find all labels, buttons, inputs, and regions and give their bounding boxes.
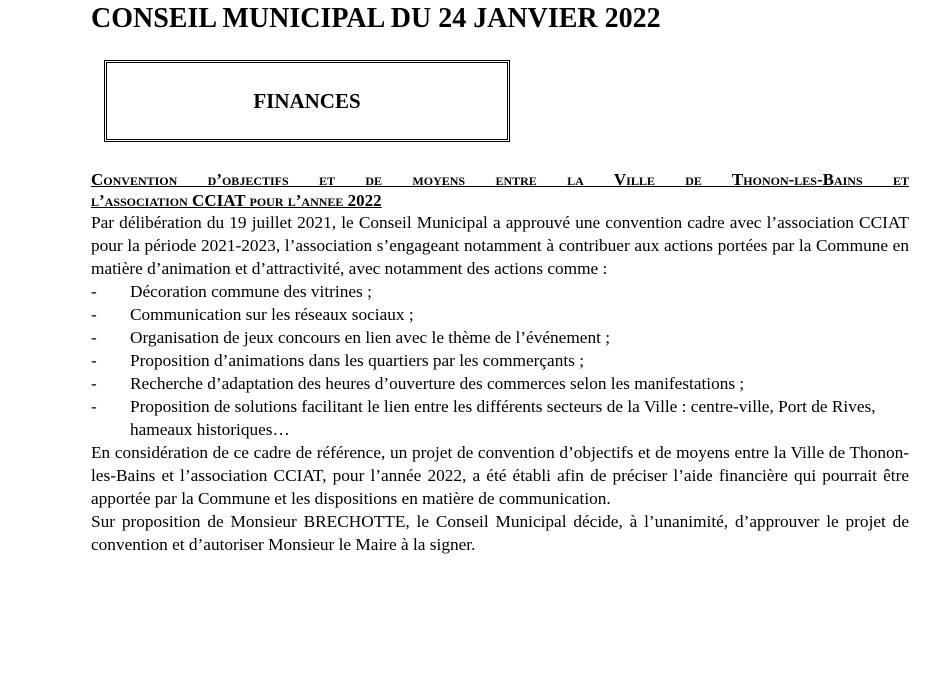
list-item-text: Communication sur les réseaux sociaux ; (130, 305, 414, 324)
action-list (91, 280, 909, 441)
bullet-dash: - (91, 305, 97, 324)
subject-line-2: l’association CCIAT pour l’annee 2022 (91, 191, 382, 210)
document-body (91, 169, 909, 556)
section-title: FINANCES (253, 89, 361, 113)
list-item (91, 395, 909, 441)
subject-line-1: Convention d’objectifs et de moyens entre la Ville de Thonon-les-Bains et (91, 170, 909, 189)
bullet-dash: - (91, 351, 97, 370)
intro-paragraph: Par délibération du 19 juillet 2021, le Conseil Municipal a approuvé une convention cadre avec l’association CCIAT pour la période 2021-2023, l’association s’engageant notamment à contribuer aux actions portées par la Commune en matière d’animation et d’attractivité, avec notamment des actions comme : (91, 213, 909, 278)
bullet-dash: - (91, 374, 97, 393)
bullet-dash: - (91, 397, 97, 416)
list-item-text: Décoration commune des vitrines ; (130, 282, 372, 301)
bullet-dash: - (91, 282, 97, 301)
section-box (104, 60, 510, 142)
subject-heading (91, 169, 909, 211)
page-title: CONSEIL MUNICIPAL DU 24 JANVIER 2022 (91, 3, 661, 34)
list-item-text: Proposition d’animations dans les quartiers par les commerçants ; (130, 351, 585, 370)
list-item-text: Organisation de jeux concours en lien avec le thème de l’événement ; (130, 328, 611, 347)
consideration-paragraph: En considération de ce cadre de référence, un projet de convention d’objectifs et de moyens entre la Ville de Thonon-les-Bains et l’association CCIAT, pour l’année 2022, a été établi afin de préciser l’aide financière qui pourrait être apportée par la Commune et les dispositions en matière de communication. (91, 443, 909, 508)
bullet-dash: - (91, 328, 97, 347)
list-item (91, 303, 909, 326)
list-item (91, 326, 909, 349)
list-item-text: Proposition de solutions facilitant le lien entre les différents secteurs de la Ville : centre-ville, Port de Rives, hameaux historiques… (130, 397, 876, 439)
list-item-text: Recherche d’adaptation des heures d’ouverture des commerces selon les manifestations ; (130, 374, 745, 393)
list-item (91, 349, 909, 372)
decision-paragraph: Sur proposition de Monsieur BRECHOTTE, le Conseil Municipal décide, à l’unanimité, d’approuver le projet de convention et d’autoriser Monsieur le Maire à la signer. (91, 512, 909, 554)
list-item (91, 280, 909, 303)
list-item (91, 372, 909, 395)
